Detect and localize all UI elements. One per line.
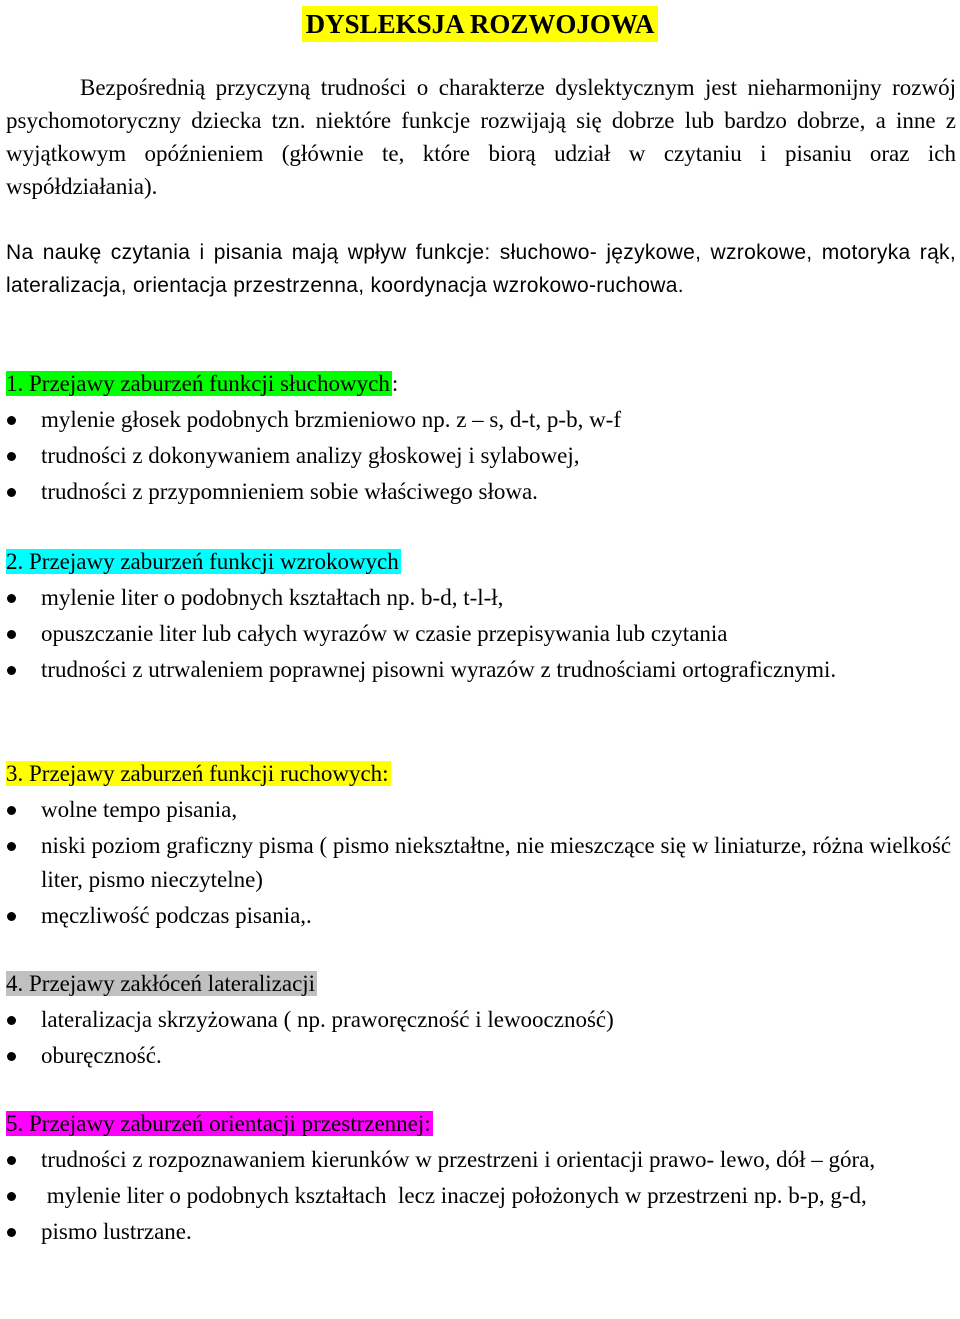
list-item-text: lateralizacja skrzyżowana ( np. praworęczność i lewooczność) <box>41 1007 614 1032</box>
list-item <box>6 653 956 687</box>
section-heading-highlight: 2. Przejawy zaburzeń funkcji wzrokowych <box>6 549 399 574</box>
section-heading <box>6 1108 956 1139</box>
bullet-icon <box>7 1052 16 1061</box>
list-item-text: mylenie liter o podobnych kształtach np. b-d, t-l-ł, <box>41 585 504 610</box>
list-item <box>6 439 956 473</box>
list-item <box>6 581 956 615</box>
list-item-text: trudności z rozpoznawaniem kierunków w przestrzeni i orientacji prawo- lewo, dół – góra, <box>41 1147 876 1172</box>
bullet-icon <box>7 842 16 851</box>
bullet-icon <box>7 806 16 815</box>
list-item-text: wolne tempo pisania, <box>41 797 238 822</box>
section-heading <box>6 968 956 999</box>
list-item-text: trudności z przypomnieniem sobie właściwego słowa. <box>41 479 538 504</box>
section-heading-highlight: 4. Przejawy zakłóceń lateralizacji <box>6 971 316 996</box>
list-item <box>6 899 956 933</box>
section-heading <box>6 758 956 789</box>
list-item <box>6 1215 956 1249</box>
section-visual <box>6 546 956 689</box>
list-item-text: opuszczanie liter lub całych wyrazów w czasie przepisywania lub czytania <box>41 621 728 646</box>
section-list <box>6 793 956 933</box>
list-item <box>6 1039 956 1073</box>
bullet-icon <box>7 1016 16 1025</box>
section-heading-suffix: : <box>391 371 399 396</box>
section-list <box>6 581 956 687</box>
bullet-icon <box>7 594 16 603</box>
section-heading <box>6 546 956 577</box>
list-item <box>6 1003 956 1037</box>
section-list <box>6 1003 956 1073</box>
list-item-text: niski poziom graficzny pisma ( pismo niekształtne, nie mieszczące się w liniaturze, różna wielkość liter, pismo nieczytelne) <box>41 833 952 892</box>
list-item <box>6 403 956 437</box>
document-title: DYSLEKSJA ROZWOJOWA <box>302 6 659 42</box>
list-item <box>6 829 956 897</box>
section-spatial-orientation <box>6 1108 956 1251</box>
list-item-text: oburęczność. <box>41 1043 162 1068</box>
functions-paragraph: Na naukę czytania i pisania mają wpływ funkcje: słuchowo- językowe, wzrokowe, motoryka rąk, lateralizacja, orientacja przestrzenna, koordynacja wzrokowo-ruchowa. <box>6 241 956 297</box>
list-item-text: trudności z utrwaleniem poprawnej pisowni wyrazów z trudnościami ortograficznymi. <box>41 657 837 682</box>
bullet-icon <box>7 1228 16 1237</box>
list-item <box>6 1179 956 1213</box>
list-item <box>6 1143 956 1177</box>
bullet-icon <box>7 416 16 425</box>
list-item <box>6 793 956 827</box>
section-lateralization <box>6 968 956 1075</box>
list-item-text: męczliwość podczas pisania,. <box>41 903 312 928</box>
bullet-icon <box>7 452 16 461</box>
section-list <box>6 403 956 509</box>
bullet-icon <box>7 630 16 639</box>
list-item <box>6 617 956 651</box>
section-heading-highlight: 1. Przejawy zaburzeń funkcji słuchowych <box>6 371 390 396</box>
list-item <box>6 475 956 509</box>
bullet-icon <box>7 1156 16 1165</box>
section-motor <box>6 758 956 935</box>
section-heading-highlight: 3. Przejawy zaburzeń funkcji ruchowych: <box>6 761 389 786</box>
intro-paragraph: Bezpośrednią przyczyną trudności o charakterze dyslektycznym jest nieharmonijny rozwój psychomotoryczny dziecka tzn. niektóre funkcje rozwijają się dobrze lub bardzo dobrze, a inne z wyjątkowym opóźnieniem (głównie te, które biorą udział w czytaniu i pisaniu oraz ich współdziałania). <box>6 75 956 199</box>
section-heading <box>6 368 956 399</box>
bullet-icon <box>7 666 16 675</box>
list-item-text: mylenie głosek podobnych brzmieniowo np. z – s, d-t, p-b, w-f <box>41 407 621 432</box>
section-heading-highlight: 5. Przejawy zaburzeń orientacji przestrzennej: <box>6 1111 431 1136</box>
list-item-text: trudności z dokonywaniem analizy głoskowej i sylabowej, <box>41 443 580 468</box>
title-container <box>0 6 960 42</box>
list-item-text: mylenie liter o podobnych kształtach lecz inaczej położonych w przestrzeni np. b-p, g-d, <box>41 1183 867 1208</box>
bullet-icon <box>7 1192 16 1201</box>
section-auditory <box>6 368 956 511</box>
list-item-text: pismo lustrzane. <box>41 1219 192 1244</box>
section-list <box>6 1143 956 1249</box>
bullet-icon <box>7 488 16 497</box>
bullet-icon <box>7 912 16 921</box>
